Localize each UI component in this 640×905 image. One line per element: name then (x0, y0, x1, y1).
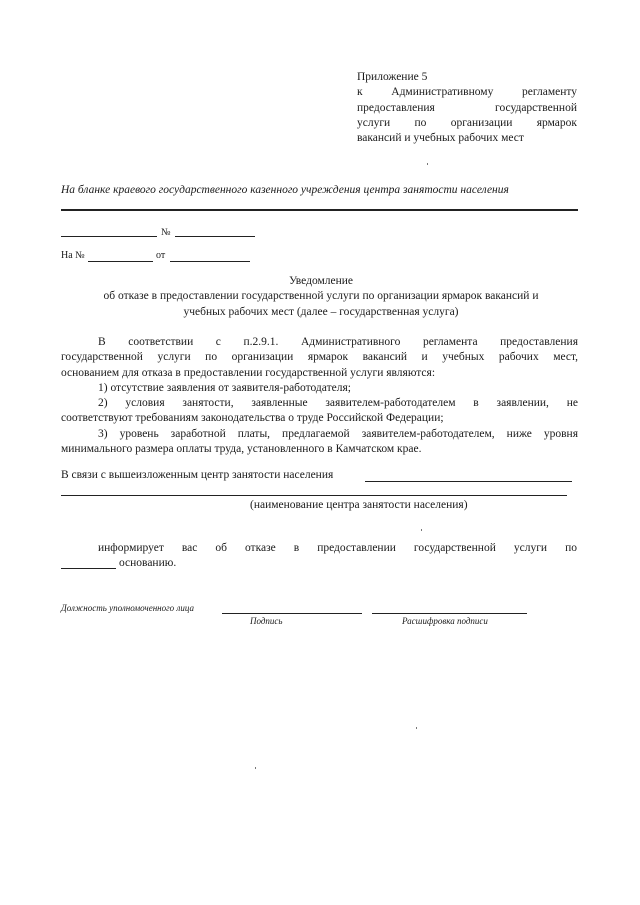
reason-blank (61, 568, 116, 569)
outgoing-date-blank (61, 236, 157, 237)
letterhead-rule (61, 209, 578, 211)
signature-decode-caption: Расшифровка подписи (402, 616, 488, 626)
document-title: Уведомление (288, 275, 354, 287)
scan-speck (427, 163, 428, 165)
conclusion-line: В связи с вышеизложенным центр занятости населения (61, 469, 334, 481)
appendix-line-4: вакансий и учебных рабочих мест (357, 132, 524, 145)
reason-2-line-2: соответствуют требованиям законодательства о труде Российской Федерации; (61, 412, 444, 425)
center-name-blank-1 (365, 481, 572, 482)
scan-speck (421, 529, 422, 531)
signature-blank (222, 613, 362, 614)
appendix-block (357, 70, 577, 146)
informs-line-1: информирует вас об отказе в предоставлении государственной услуги по (98, 542, 577, 554)
incoming-date-label: от (156, 250, 166, 261)
signature-decode-blank (372, 613, 527, 614)
reason-3-line-1: 3) уровень заработной платы, предлагаемой заявителем-работодателем, ниже уровня (98, 427, 578, 440)
appendix-line-2: предоставления государственной (357, 101, 577, 114)
appendix-line-3: услуги по организации ярмарок (357, 116, 577, 129)
intro-line-3: основанием для отказа в предоставлении государственной услуги являются: (61, 366, 436, 379)
document-body (61, 335, 578, 457)
document-heading (61, 274, 581, 320)
signature-caption: Подпись (250, 616, 283, 626)
incoming-ref-label: На № (61, 250, 85, 261)
scan-speck (416, 727, 417, 729)
center-name-caption: (наименование центра занятости населения) (250, 499, 468, 511)
appendix-title: Приложение 5 (357, 71, 428, 83)
center-name-blank-2 (61, 495, 567, 496)
document-subtitle-1: об отказе в предоставлении государственной услуги по организации ярмарок вакансий и (103, 290, 539, 303)
reason-1: 1) отсутствие заявления от заявителя-работодателя; (98, 381, 351, 394)
appendix-line-1: к Административному регламенту (357, 86, 577, 99)
intro-line-1: В соответствии с п.2.9.1. Административного регламента предоставления (98, 336, 578, 348)
informs-line-2: основанию. (119, 557, 177, 569)
incoming-date-blank (170, 261, 250, 262)
letterhead-note: На бланке краевого государственного казенного учреждения центра занятости населения (61, 184, 509, 196)
reason-3-line-2: минимального размера оплаты труда, установленного в Камчатском крае. (61, 442, 422, 455)
reason-2-line-1: 2) условия занятости, заявленные заявителем-работодателем в заявлении, не (98, 397, 578, 410)
incoming-number-blank (88, 261, 153, 262)
document-subtitle-2: учебных рабочих мест (далее – государственная услуга) (183, 305, 459, 318)
outgoing-number-blank (175, 236, 255, 237)
number-sign: № (161, 227, 171, 238)
official-position-label: Должность уполномоченного лица (61, 603, 194, 613)
intro-line-2: государственной услуги по организации ярмарок вакансий и учебных рабочих мест, (61, 351, 578, 364)
scan-speck (255, 767, 256, 769)
